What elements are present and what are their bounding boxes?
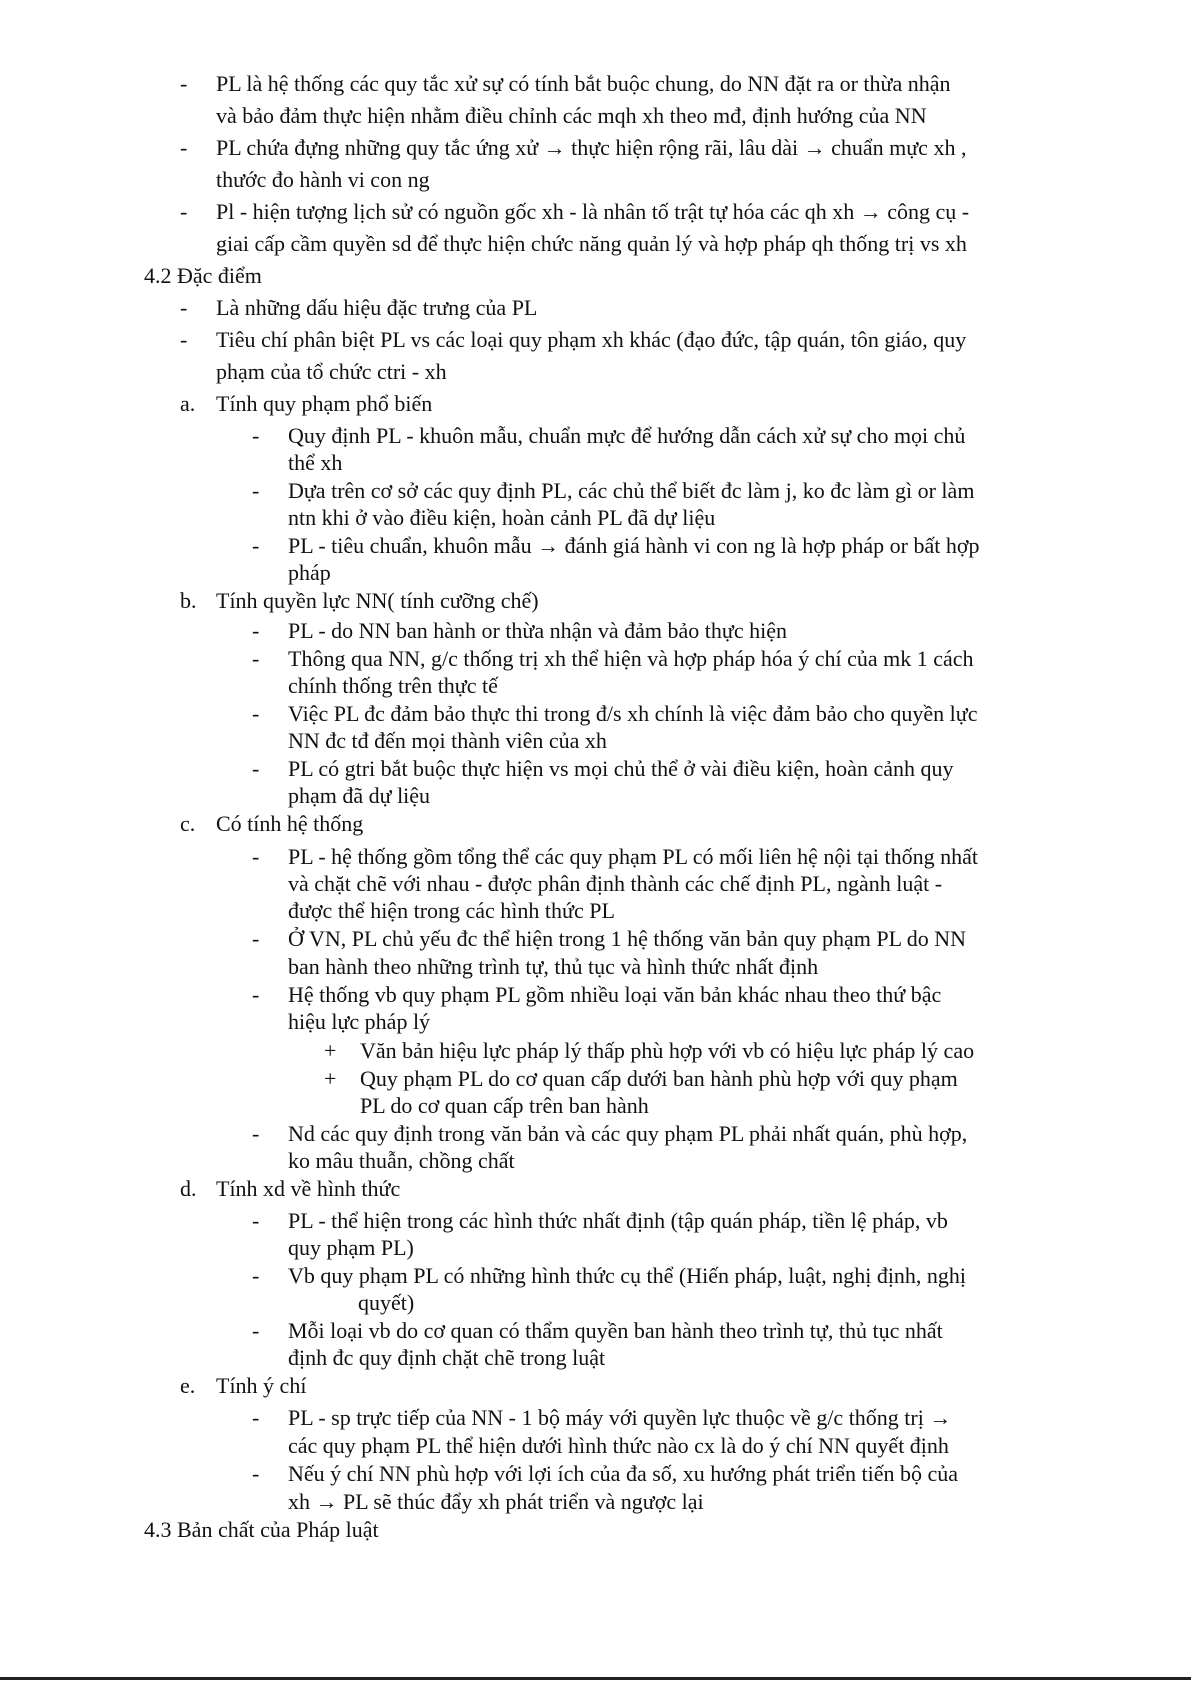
intro-bullet-3-line-2: giai cấp cầm quyền sd để thực hiện chức năng quản lý và hợp pháp qh thống trị vs xh bbox=[216, 231, 967, 256]
intro-bullet-1-line-2: và bảo đảm thực hiện nhằm điều chỉnh các mqh xh theo mđ, định hướng của NN bbox=[216, 103, 927, 128]
part-a-bullet-3-line-2: pháp bbox=[288, 560, 331, 585]
part-c-sub-2-line-2: PL do cơ quan cấp trên ban hành bbox=[360, 1093, 649, 1118]
bullet-dash: - bbox=[252, 423, 260, 448]
part-b-bullet-4-line-1: PL có gtri bắt buộc thực hiện vs mọi chủ thể ở vài điều kiện, hoàn cảnh quy bbox=[288, 756, 954, 781]
list-marker-c: c. bbox=[180, 811, 196, 836]
part-a-bullet-3-line-1: PL - tiêu chuẩn, khuôn mẫu → đánh giá hành vi con ng là hợp pháp or bất hợp bbox=[288, 533, 980, 558]
list-marker-a: a. bbox=[180, 391, 196, 416]
part-c-bullet-3-line-1: Hệ thống vb quy phạm PL gồm nhiều loại văn bản khác nhau theo thứ bậc bbox=[288, 982, 942, 1007]
bullet-dash: - bbox=[252, 646, 260, 671]
part-d-bullet-2-line-2: quyết) bbox=[358, 1290, 415, 1315]
part-b-title: Tính quyền lực NN( tính cưỡng chế) bbox=[216, 588, 539, 613]
part-c-bullet-1-line-3: được thể hiện trong các hình thức PL bbox=[288, 898, 615, 923]
part-b-bullet-2-line-2: chính thống trên thực tế bbox=[288, 673, 498, 698]
list-marker-e: e. bbox=[180, 1373, 196, 1398]
part-b-bullet-1: PL - do NN ban hành or thừa nhận và đảm bảo thực hiện bbox=[288, 618, 787, 643]
part-a-bullet-2-line-1: Dựa trên cơ sở các quy định PL, các chủ thể biết đc làm j, ko đc làm gì or làm bbox=[288, 478, 975, 503]
part-d-bullet-3-line-2: định đc quy định chặt chẽ trong luật bbox=[288, 1345, 606, 1370]
part-c-bullet-4-line-1: Nd các quy định trong văn bản và các quy phạm PL phải nhất quán, phù hợp, bbox=[288, 1121, 968, 1146]
part-a-bullet-1-line-2: thể xh bbox=[288, 450, 343, 475]
part-a-bullet-1-line-1: Quy định PL - khuôn mẫu, chuẩn mực để hướng dẫn cách xử sự cho mọi chủ bbox=[288, 423, 966, 448]
part-d-bullet-1-line-1: PL - thể hiện trong các hình thức nhất định (tập quán pháp, tiền lệ pháp, vb bbox=[288, 1208, 948, 1233]
bullet-dash: - bbox=[252, 618, 260, 643]
intro-bullet-3-line-1: Pl - hiện tượng lịch sử có nguồn gốc xh - là nhân tố trật tự hóa các qh xh → công cụ - bbox=[216, 199, 970, 224]
bullet-dash: - bbox=[180, 327, 188, 352]
intro-bullet-2-line-1: PL chứa đựng những quy tắc ứng xử → thực hiện rộng rãi, lâu dài → chuẩn mực xh , bbox=[216, 135, 967, 160]
part-c-bullet-2-line-1: Ở VN, PL chủ yếu đc thể hiện trong 1 hệ thống văn bản quy phạm PL do NN bbox=[288, 926, 967, 951]
bullet-dash: - bbox=[252, 1318, 260, 1343]
page-bottom-rule bbox=[0, 1677, 1191, 1680]
sec42-bullet-1: Là những dấu hiệu đặc trưng của PL bbox=[216, 295, 538, 320]
intro-bullet-2-line-2: thước đo hành vi con ng bbox=[216, 167, 430, 192]
list-marker-d: d. bbox=[180, 1176, 197, 1201]
part-c-bullet-4-line-2: ko mâu thuẫn, chồng chất bbox=[288, 1148, 515, 1173]
part-c-bullet-3-line-2: hiệu lực pháp lý bbox=[288, 1009, 431, 1034]
bullet-dash: - bbox=[180, 199, 188, 224]
bullet-dash: - bbox=[252, 756, 260, 781]
part-c-sub-2-line-1: Quy phạm PL do cơ quan cấp dưới ban hành phù hợp với quy phạm bbox=[360, 1066, 958, 1091]
bullet-dash: - bbox=[252, 1121, 260, 1146]
part-d-bullet-1-line-2: quy phạm PL) bbox=[288, 1235, 414, 1260]
bullet-dash: - bbox=[252, 844, 260, 869]
part-c-bullet-2-line-2: ban hành theo những trình tự, thủ tục và hình thức nhất định bbox=[288, 954, 819, 979]
bullet-dash: - bbox=[252, 982, 260, 1007]
sec42-bullet-2-line-2: phạm của tổ chức ctri - xh bbox=[216, 359, 447, 384]
part-b-bullet-3-line-1: Việc PL đc đảm bảo thực thi trong đ/s xh chính là việc đảm bảo cho quyền lực bbox=[288, 701, 978, 726]
sec42-bullet-2-line-1: Tiêu chí phân biệt PL vs các loại quy phạm xh khác (đạo đức, tập quán, tôn giáo, quy bbox=[216, 327, 967, 352]
section-heading-4-2: 4.2 Đặc điểm bbox=[144, 263, 262, 288]
part-c-bullet-1-line-1: PL - hệ thống gồm tổng thể các quy phạm PL có mối liên hệ nội tại thống nhất bbox=[288, 844, 979, 869]
part-d-bullet-3-line-1: Mỗi loại vb do cơ quan có thẩm quyền ban hành theo trình tự, thủ tục nhất bbox=[288, 1318, 943, 1343]
part-e-bullet-2-line-2: xh → PL sẽ thúc đẩy xh phát triển và ngược lại bbox=[288, 1489, 704, 1514]
bullet-dash: - bbox=[180, 135, 188, 160]
part-a-bullet-2-line-2: ntn khi ở vào điều kiện, hoàn cảnh PL đã dự liệu bbox=[288, 505, 716, 530]
part-d-title: Tính xd về hình thức bbox=[216, 1176, 401, 1201]
part-c-title: Có tính hệ thống bbox=[216, 811, 364, 836]
bullet-dash: - bbox=[252, 1208, 260, 1233]
part-c-bullet-1-line-2: và chặt chẽ với nhau - được phân định thành các chế định PL, ngành luật - bbox=[288, 871, 943, 896]
part-b-bullet-3-line-2: NN đc tđ đến mọi thành viên của xh bbox=[288, 728, 607, 753]
part-e-bullet-1-line-1: PL - sp trực tiếp của NN - 1 bộ máy với quyền lực thuộc về g/c thống trị → bbox=[288, 1405, 952, 1430]
part-e-title: Tính ý chí bbox=[216, 1373, 307, 1398]
bullet-dash: - bbox=[252, 478, 260, 503]
part-b-bullet-4-line-2: phạm đã dự liệu bbox=[288, 783, 431, 808]
bullet-dash: - bbox=[252, 533, 260, 558]
bullet-dash: - bbox=[252, 701, 260, 726]
part-b-bullet-2-line-1: Thông qua NN, g/c thống trị xh thể hiện và hợp pháp hóa ý chí của mk 1 cách bbox=[288, 646, 974, 671]
intro-bullet-1-line-1: PL là hệ thống các quy tắc xử sự có tính bắt buộc chung, do NN đặt ra or thừa nhận bbox=[216, 71, 951, 96]
bullet-plus: + bbox=[324, 1066, 337, 1091]
bullet-dash: - bbox=[252, 1405, 260, 1430]
bullet-dash: - bbox=[180, 71, 188, 96]
bullet-dash: - bbox=[252, 1263, 260, 1288]
bullet-dash: - bbox=[252, 926, 260, 951]
part-d-bullet-2-line-1: Vb quy phạm PL có những hình thức cụ thể (Hiến pháp, luật, nghị định, nghị bbox=[288, 1263, 967, 1288]
list-marker-b: b. bbox=[180, 588, 197, 613]
part-e-bullet-1-line-2: các quy phạm PL thể hiện dưới hình thức nào cx là do ý chí NN quyết định bbox=[288, 1433, 949, 1458]
part-a-title: Tính quy phạm phổ biến bbox=[216, 391, 433, 416]
bullet-dash: - bbox=[180, 295, 188, 320]
section-heading-4-3: 4.3 Bản chất của Pháp luật bbox=[144, 1517, 379, 1542]
part-e-bullet-2-line-1: Nếu ý chí NN phù hợp với lợi ích của đa số, xu hướng phát triển tiến bộ của bbox=[288, 1461, 959, 1486]
bullet-dash: - bbox=[252, 1461, 260, 1486]
bullet-plus: + bbox=[324, 1038, 337, 1063]
part-c-sub-1: Văn bản hiệu lực pháp lý thấp phù hợp với vb có hiệu lực pháp lý cao bbox=[360, 1038, 975, 1063]
